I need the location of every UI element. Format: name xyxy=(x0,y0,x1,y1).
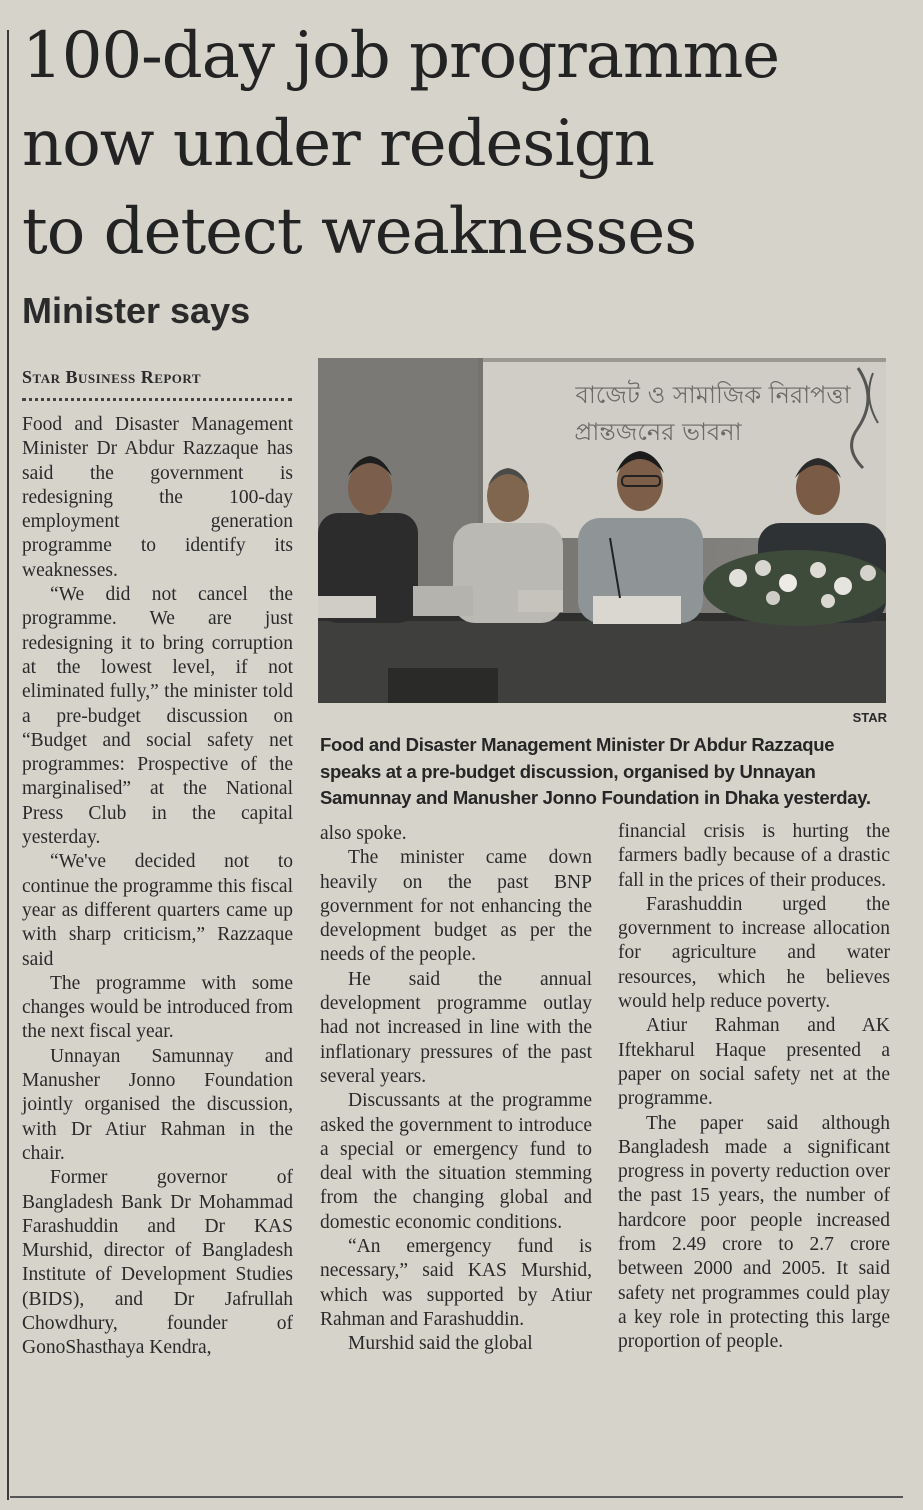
dotted-divider xyxy=(22,398,292,401)
paragraph: financial crisis is hurting the farmers badly because of a drastic fall in the prices of their produces. xyxy=(618,821,890,891)
paragraph: Former governor of Bangladesh Bank Dr Mohammad Farashuddin and Dr KAS Murshid, director of Bangladesh Institute of Development Studies (BIDS), and Dr Jafrullah Chowdhury, founder of GonoShasthaya Kendra, xyxy=(22,1167,293,1359)
headline-line-2: now under redesign xyxy=(22,107,654,181)
byline: Star Business Report xyxy=(22,367,202,387)
paragraph: Farashuddin urged the government to increase allocation for agriculture and water resources, which he believes would help reduce poverty. xyxy=(618,893,890,1013)
subheadline: Minister says xyxy=(22,290,251,331)
paragraph: “We've decided not to continue the programme this fiscal year as different quarters came up with sharp criticism,” Razzaque said xyxy=(22,851,293,970)
photo-illustration xyxy=(318,358,886,703)
flower-arrangement xyxy=(703,550,886,626)
column-rule-left xyxy=(7,30,9,1500)
paragraph: Atiur Rahman and AK Iftekharul Haque presented a paper on social safety net at the programme. xyxy=(618,1015,890,1110)
paragraph: also spoke. xyxy=(320,823,407,844)
headline-line-1: 100-day job programme xyxy=(22,19,780,93)
banner-text: বাজেট ও সামাজিক নিরাপত্তা xyxy=(575,381,851,409)
article-column-1 xyxy=(22,413,293,1361)
paragraph: “We did not cancel the programme. We are just redesigning it to bring corruption at the lowest level, if not eliminated fully,” the minister told a pre-budget discussion on “Budget and social safety net programmes: Prospective of the marginalised” at the National Press Club in the capital yesterday. xyxy=(22,584,293,849)
paragraph: “An emergency fund is necessary,” said KAS Murshid, which was supported by Atiur Rahman and Farashuddin. xyxy=(320,1236,592,1330)
paragraph: The programme with some changes would be introduced from the next fiscal year. xyxy=(22,972,293,1043)
article-column-2 xyxy=(320,822,592,1357)
headline xyxy=(22,12,902,276)
bottom-rule xyxy=(10,1496,903,1498)
headline-line-3: to detect weaknesses xyxy=(22,195,697,269)
news-photo xyxy=(318,358,886,703)
paragraph: The paper said although Bangladesh made a significant progress in poverty reduction over the past 15 years, the number of hardcore poor people increased from 2.49 crore to 2.7 crore between 2000 and 2005. It said safety net programmes could play a key role in protecting this large proportion of people. xyxy=(618,1112,890,1353)
paragraph: Murshid said the global xyxy=(348,1333,533,1355)
paragraph: Food and Disaster Management Minister Dr Abdur Razzaque has said the government is redesigning the 100-day employment generation programme to identify its weaknesses. xyxy=(22,414,293,581)
paragraph: He said the annual development programme outlay had not increased in line with the inflationary pressures of the past several years. xyxy=(320,968,592,1087)
paragraph: Discussants at the programme asked the government to introduce a special or emergency fund to deal with the situation stemming from the changing global and domestic economic conditions. xyxy=(320,1090,592,1233)
paragraph: The minister came down heavily on the past BNP government for not enhancing the development budget as per the needs of the people. xyxy=(320,847,592,966)
photo-caption: Food and Disaster Management Minister Dr Abdur Razzaque speaks at a pre-budget discussion, organised by Unnayan Samunnay and Manusher Jonno Foundation in Dhaka yesterday. xyxy=(320,734,871,808)
paragraph: Unnayan Samunnay and Manusher Jonno Foundation jointly organised the discussion, with Dr Atiur Rahman in the chair. xyxy=(22,1045,293,1164)
photo-credit: STAR xyxy=(852,710,887,725)
banner-text: প্রান্তজনের ভাবনা xyxy=(574,418,742,446)
article-column-3 xyxy=(618,820,890,1355)
